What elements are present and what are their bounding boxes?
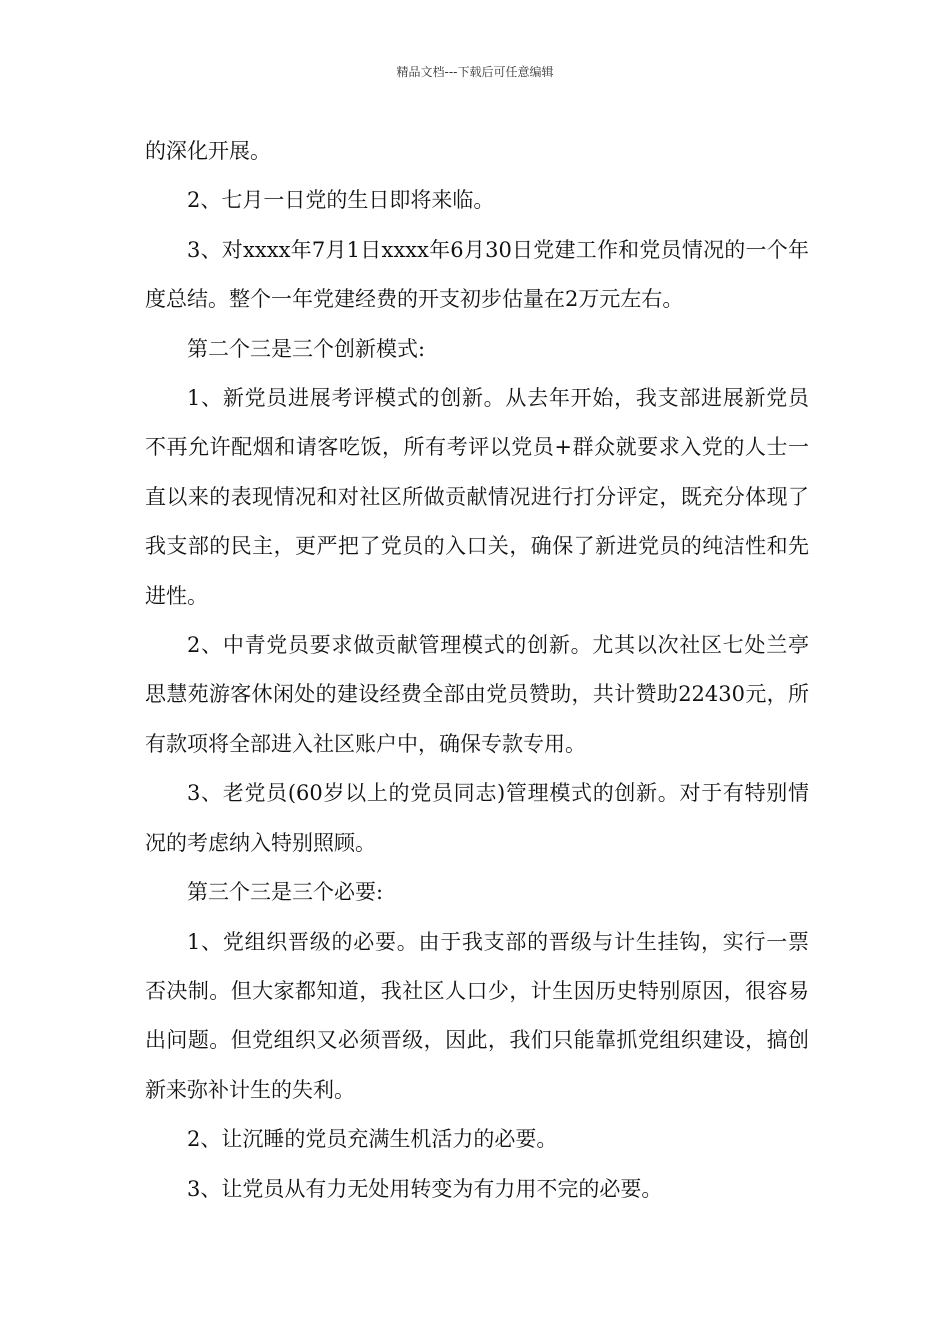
paragraph-2: 2、七月一日党的生日即将来临。 — [187, 188, 495, 213]
paragraph-1: 的深化开展。 — [145, 139, 271, 163]
paragraph-8: 第三个三是三个必要: — [187, 880, 384, 905]
paragraph-6: 2、中青党员要求做贡献管理模式的创新。尤其以次社区七处兰亭思慧苑游客休闲处的建设经费全部由党员赞助，共计赞助22430元，所有款项将全部进入社区账户中，确保专款专用。 — [145, 633, 809, 756]
page-header: 精品文档---下载后可任意编辑 — [396, 65, 554, 79]
paragraph-3: 3、对xxxx年7月1日xxxx年6月30日党建工作和党员情况的一个年度总结。整个一年党建经费的开支初步估量在2万元左右。 — [145, 237, 809, 312]
paragraph-5: 1、新党员进展考评模式的创新。从去年开始，我支部进展新党员不再允许配烟和请客吃饭，所有考评以党员+群众就要求入党的人士一直以来的表现情况和对社区所做贡献情况进行打分评定，既充分体现了我支部的民主，更严把了党员的入口关，确保了新进党员的纯洁性和先进性。 — [145, 386, 809, 608]
paragraph-11: 3、让党员从有力无处用转变为有力用不完的必要。 — [187, 1176, 663, 1201]
paragraph-10: 2、让沉睡的党员充满生机活力的必要。 — [187, 1127, 558, 1152]
paragraph-4: 第二个三是三个创新模式: — [187, 336, 426, 361]
paragraph-7: 3、老党员(60岁以上的党员同志)管理模式的创新。对于有特别情况的考虑纳入特别照顾。 — [145, 781, 809, 855]
paragraph-9: 1、党组织晋级的必要。由于我支部的晋级与计生挂钩，实行一票否决制。但大家都知道，我社区人口少，计生因历史特别原因，很容易出问题。但党组织又必须晋级，因此，我们只能靠抓党组织建设，搞创新来弥补计生的失利。 — [145, 929, 809, 1102]
document-body — [145, 127, 809, 1214]
